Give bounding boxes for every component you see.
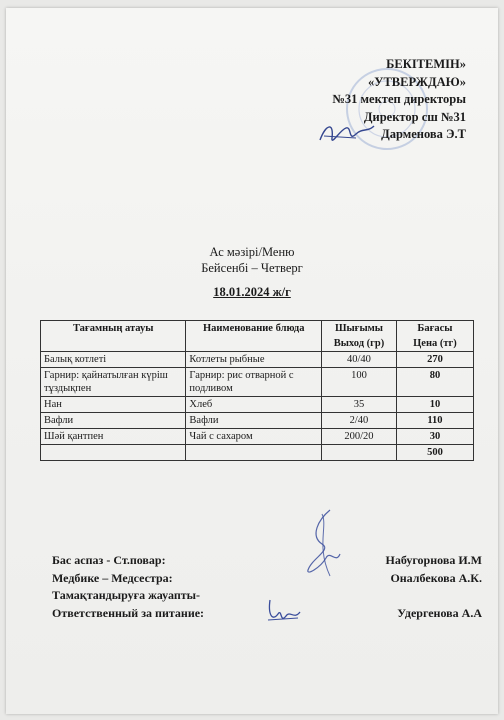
dish-name-kz: Вафли	[41, 413, 186, 429]
responsible-row-kz	[52, 587, 482, 605]
dish-yield: 40/40	[322, 352, 397, 368]
menu-title-block	[6, 244, 498, 300]
dish-price: 30	[396, 429, 473, 445]
approval-line-5: Дарменова Э.Т	[381, 127, 466, 141]
table-header-row	[41, 321, 474, 337]
dish-name-kz: Нан	[41, 397, 186, 413]
header-price-kz: Бағасы	[396, 321, 473, 337]
dish-name-ru: Вафли	[186, 413, 322, 429]
table-row	[41, 352, 474, 368]
document-sheet	[6, 8, 498, 714]
menu-title: Ас мәзірі/Меню	[209, 245, 295, 259]
dish-yield: 200/20	[322, 429, 397, 445]
dish-price: 10	[396, 397, 473, 413]
total-empty-cell	[41, 445, 186, 461]
approval-line-4: Директор сш №31	[363, 109, 466, 124]
menu-date: 18.01.2024 ж/г	[213, 285, 291, 299]
dish-name-kz: Шәй қантпен	[41, 429, 186, 445]
dish-price: 110	[396, 413, 473, 429]
chef-row	[52, 552, 482, 570]
dish-name-kz: Гарнир: қайнатылған күріш тұздықпен	[41, 368, 186, 397]
dish-name-ru: Котлеты рыбные	[186, 352, 322, 368]
dish-price: 80	[396, 368, 473, 397]
chef-label: Бас аспаз - Ст.повар:	[52, 553, 166, 567]
table-row	[41, 368, 474, 397]
header-price-ru: Цена (тг)	[396, 336, 473, 352]
menu-day: Бейсенбі – Четверг	[201, 261, 303, 275]
staff-block	[52, 552, 482, 622]
total-empty-cell	[186, 445, 322, 461]
dish-yield: 35	[322, 397, 397, 413]
dish-price: 270	[396, 352, 473, 368]
dish-name-kz: Балық котлеті	[41, 352, 186, 368]
approval-line-1: БЕКІТЕМІН»	[386, 57, 466, 71]
responsible-label-ru: Ответственный за питание:	[52, 605, 205, 620]
dish-yield: 2/40	[322, 413, 397, 429]
dish-name-ru: Чай с сахаром	[186, 429, 322, 445]
total-empty-cell	[322, 445, 397, 461]
nurse-row	[52, 570, 482, 588]
dish-name-ru: Хлеб	[186, 397, 322, 413]
responsible-row	[52, 605, 482, 623]
menu-table	[40, 320, 474, 461]
nurse-name: Оналбекова А.К.	[390, 570, 482, 585]
director-signature-icon	[316, 116, 378, 152]
dish-name-ru: Гарнир: рис отварной с подливом	[186, 368, 322, 397]
table-total-row	[41, 445, 474, 461]
approval-line-2: «УТВЕРЖДАЮ»	[368, 74, 466, 89]
header-name-kz: Тағамның атауы	[41, 321, 186, 352]
chef-name: Набугорнова И.М	[385, 553, 482, 567]
responsible-name: Удергенова А.А	[397, 605, 482, 620]
total-price: 500	[396, 445, 473, 461]
header-yield-ru: Выход (гр)	[322, 336, 397, 352]
nurse-label: Медбике – Медсестра:	[52, 570, 173, 585]
table-row	[41, 413, 474, 429]
table-row	[41, 429, 474, 445]
header-yield-kz: Шығымы	[322, 321, 397, 337]
dish-yield: 100	[322, 368, 397, 397]
responsible-label-kz: Тамақтандыруға жауапты-	[52, 588, 201, 602]
approval-line-3: №31 мектеп директоры	[332, 92, 466, 106]
table-row	[41, 397, 474, 413]
header-name-ru: Наименование блюда	[186, 321, 322, 352]
